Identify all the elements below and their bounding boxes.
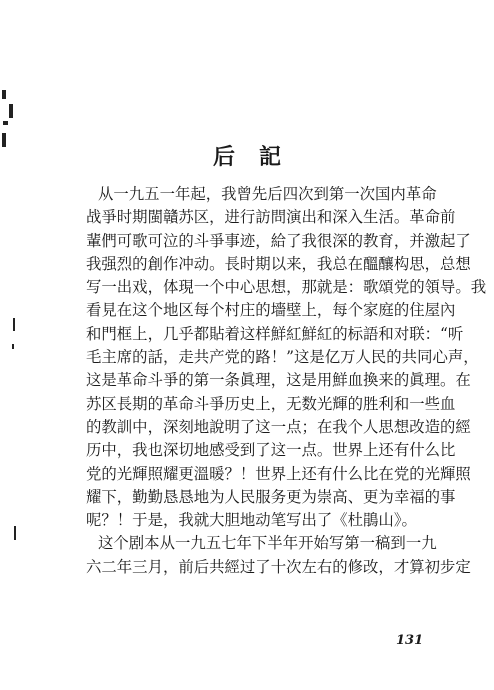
text-line: 党的光輝照耀更溫暖？！世界上还有什么比在党的光輝照 (86, 464, 471, 483)
scan-mark (9, 104, 13, 118)
body-text (86, 183, 487, 579)
text-line: 从一九五一年起，我曾先后四次到第一次国内革命 (98, 185, 437, 203)
text-line: 历中，我也深切地感受到了这一点。世界上还有什么比 (86, 441, 456, 460)
text-line: 輩們可歌可泣的斗爭事迹，給了我很深的教育，并激起了 (86, 231, 471, 250)
text-line: 和門框上，几乎都貼着这样鮮紅鮮紅的标語和对联：“听 (86, 324, 464, 343)
scan-mark (12, 344, 14, 349)
text-line: 毛主席的話，走共产党的路！”这是亿万人民的共同心声， (86, 348, 479, 367)
text-line: 写一出戏，体現一个中心思想，那就是：歌頌党的領导。我 (86, 278, 487, 297)
text-line: 我强烈的創作冲动。長时期以来，我总在醞釀构思，总想 (86, 254, 471, 273)
scan-mark (3, 121, 8, 125)
text-line: 战爭时期閩贛苏区，进行訪問演出和深入生活。革命前 (86, 208, 456, 227)
text-line: 看見在这个地区每个村庄的墻壁上，每个家庭的住屋內 (86, 301, 456, 320)
page-title: 后記 (212, 144, 305, 170)
text-line: 六二年三月，前后共經过了十次左右的修改，才算初步定 (86, 557, 471, 576)
scan-mark (13, 318, 15, 331)
text-line: 耀下，勤勤恳恳地为人民服务更为崇高、更为幸福的事 (86, 487, 456, 506)
scan-mark (2, 90, 6, 99)
scan-mark (14, 526, 16, 540)
text-line: 苏区長期的革命斗爭历史上，无数光輝的胜利和一些血 (86, 394, 456, 413)
text-line: 这是革命斗爭的第一条眞理，这是用鮮血換来的眞理。在 (86, 371, 471, 390)
text-line: 的教訓中，深刻地說明了这一点；在我个人思想改造的經 (86, 417, 471, 436)
page-number: 131 (396, 633, 424, 648)
text-line: 呢？！于是，我就大胆地动笔写出了《杜鵑山》。 (86, 511, 417, 530)
text-line: 这个剧本从一九五七年下半年开始写第一稿到一九 (98, 534, 437, 553)
